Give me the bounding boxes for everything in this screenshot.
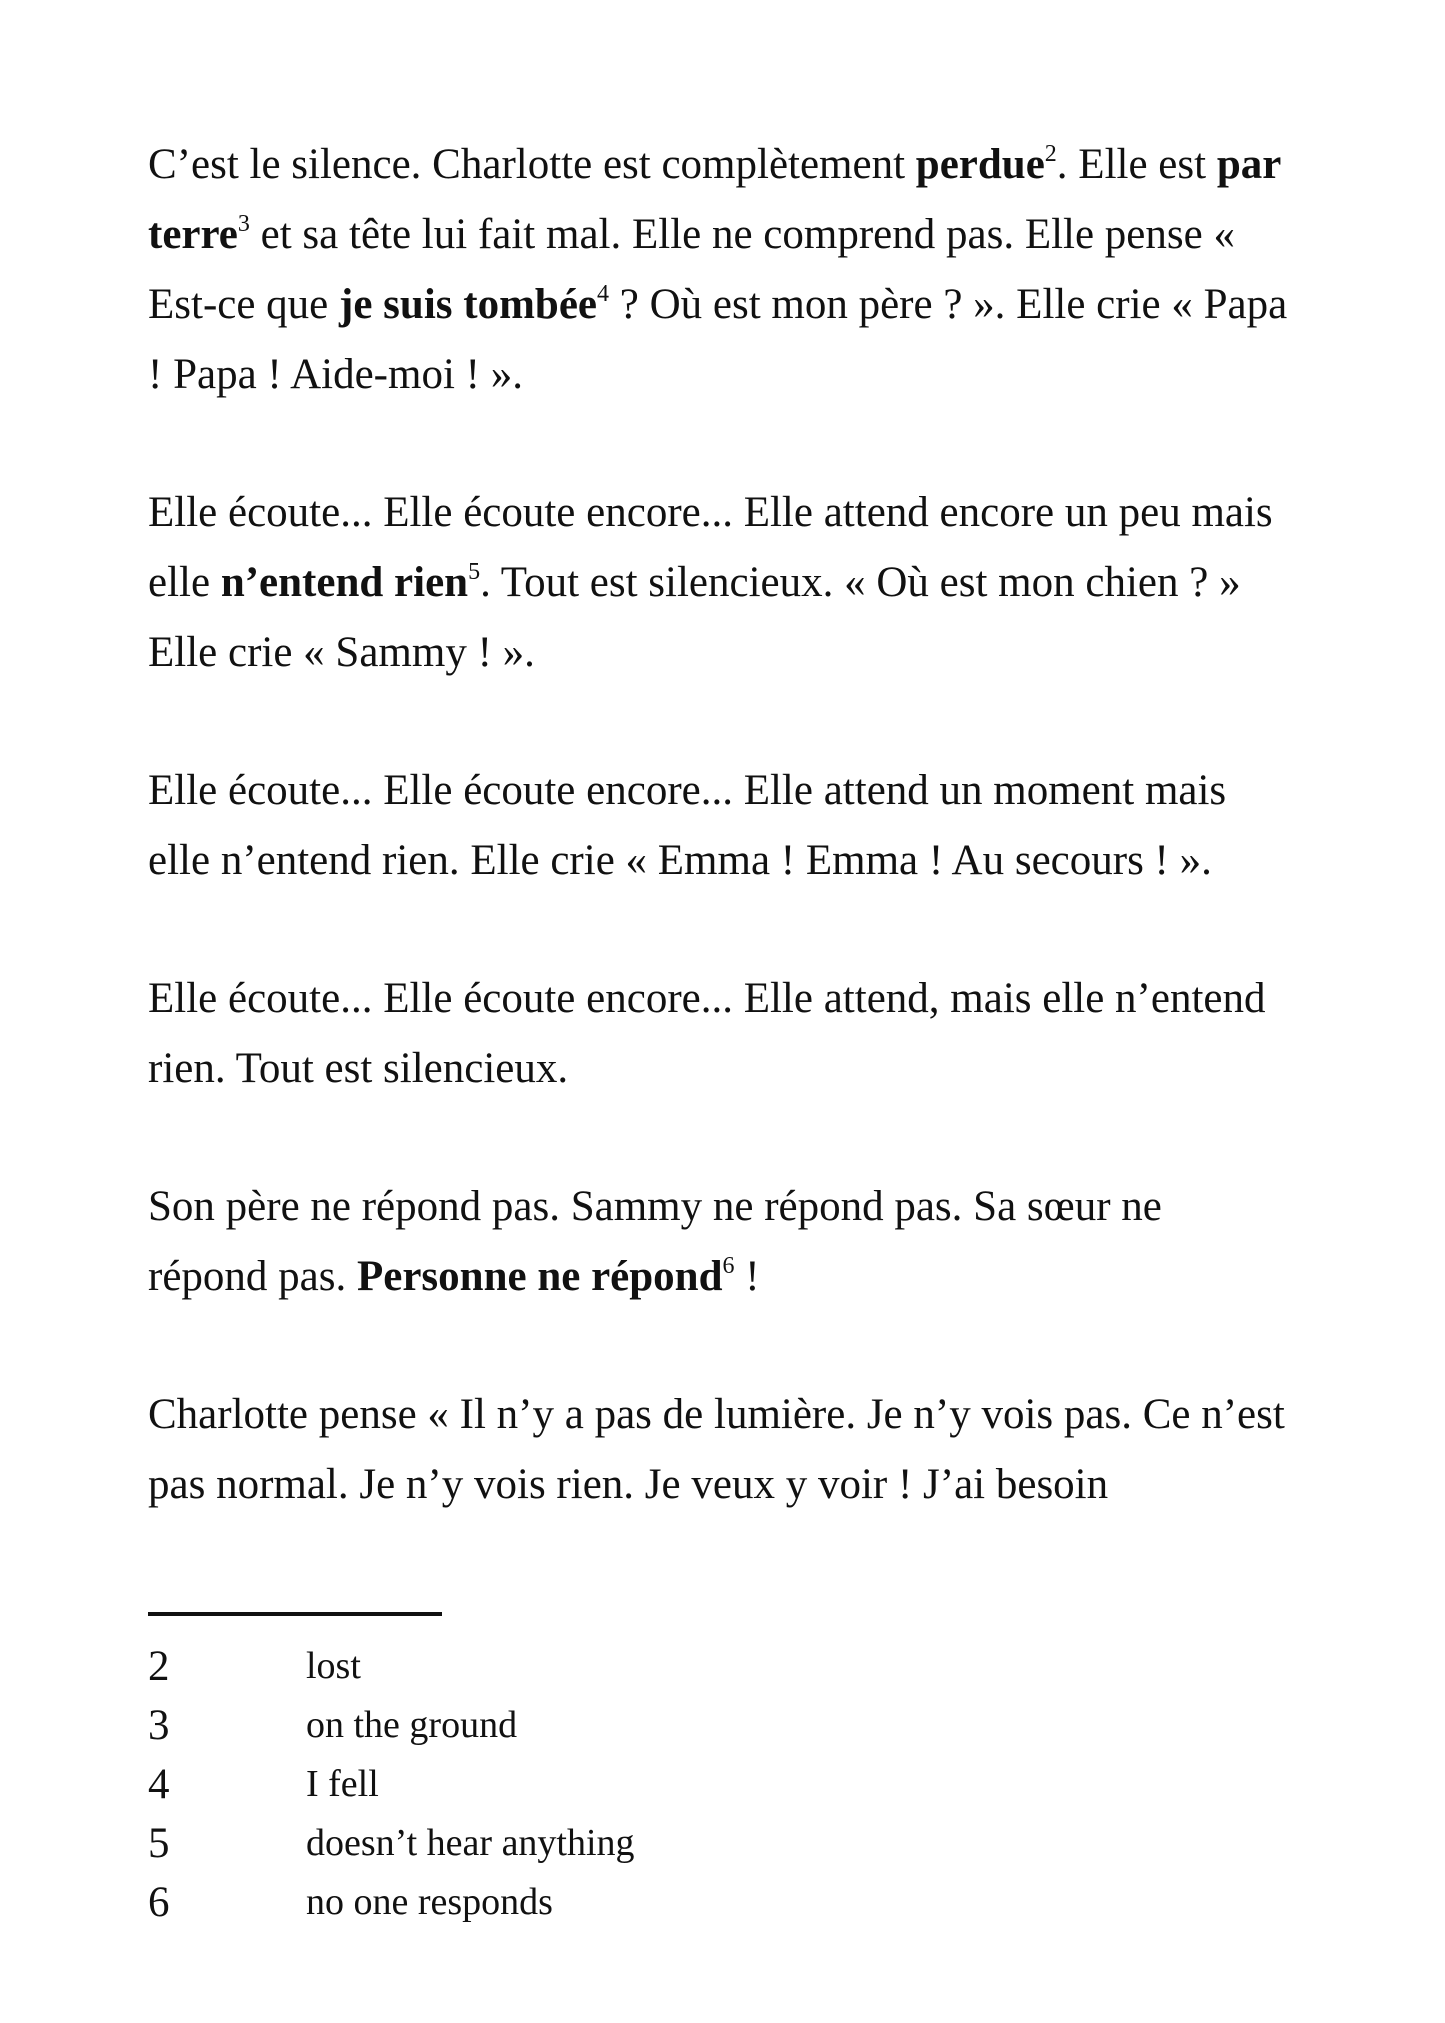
footnote-row	[148, 1696, 1048, 1755]
paragraph	[148, 478, 1288, 688]
footnote-reference: 5	[468, 558, 481, 585]
footnote-number: 4	[148, 1761, 170, 1808]
footnote-reference: 3	[237, 210, 250, 237]
footnote-separator	[148, 1612, 442, 1616]
text-run: ? Où est mon père ? ». Elle crie « Papa ! Papa ! Aide-moi ! ».	[148, 281, 1288, 398]
footnote-row	[148, 1814, 1048, 1873]
footnote-reference: 2	[1044, 140, 1057, 167]
footnote-number: 6	[148, 1879, 170, 1926]
paragraph	[148, 1380, 1288, 1520]
footnote-row	[148, 1755, 1048, 1814]
glossary-term: par terre	[148, 141, 1281, 258]
footnote-number: 3	[148, 1702, 170, 1749]
text-run: Charlotte pense « Il n’y a pas de lumière. Je n’y vois pas. Ce n’est pas normal. Je n’y vois rien. Je veux y voir ! J’ai besoin	[148, 1391, 1285, 1508]
glossary-term: Personne ne répond	[356, 1253, 723, 1300]
paragraph	[148, 756, 1288, 896]
text-run: . Tout est silencieux. « Où est mon chien ? » Elle crie « Sammy ! ».	[148, 559, 1241, 676]
glossary-term: n’entend rien	[220, 559, 469, 606]
text-run: C’est le silence. Charlotte est complètement	[148, 141, 916, 188]
footnotes	[148, 1637, 1048, 1932]
text-run: Elle écoute... Elle écoute encore... Elle attend encore un peu mais elle	[148, 489, 1273, 606]
footnote-reference: 4	[597, 280, 609, 307]
body-text	[148, 130, 1288, 1588]
footnote-reference: 6	[722, 1252, 735, 1279]
text-run: Elle écoute... Elle écoute encore... Elle attend, mais elle n’entend rien. Tout est silencieux.	[148, 975, 1266, 1092]
footnote-text: no one responds	[306, 1881, 553, 1923]
footnote-text: doesn’t hear anything	[306, 1822, 635, 1864]
footnote-row	[148, 1637, 1048, 1696]
text-run: Son père ne répond pas. Sammy ne répond pas. Sa sœur ne répond pas.	[148, 1183, 1162, 1300]
paragraph	[148, 1172, 1288, 1312]
footnote-number: 2	[148, 1643, 170, 1690]
text-run: !	[734, 1253, 760, 1300]
paragraph	[148, 964, 1288, 1104]
footnote-text: lost	[306, 1645, 361, 1687]
text-run: et sa tête lui fait mal. Elle ne comprend pas. Elle pense « Est-ce que	[148, 211, 1235, 328]
glossary-term: je suis tombée	[339, 281, 597, 328]
text-run: Elle écoute... Elle écoute encore... Elle attend un moment mais elle n’entend rien. Elle crie « Emma ! Emma ! Au secours ! ».	[148, 767, 1227, 884]
paragraph	[148, 130, 1288, 410]
footnote-text: I fell	[306, 1763, 379, 1805]
glossary-term: perdue	[915, 141, 1045, 188]
footnote-number: 5	[148, 1820, 170, 1867]
footnote-text: on the ground	[306, 1704, 518, 1746]
footnote-row	[148, 1873, 1048, 1932]
text-run: . Elle est	[1056, 141, 1217, 188]
